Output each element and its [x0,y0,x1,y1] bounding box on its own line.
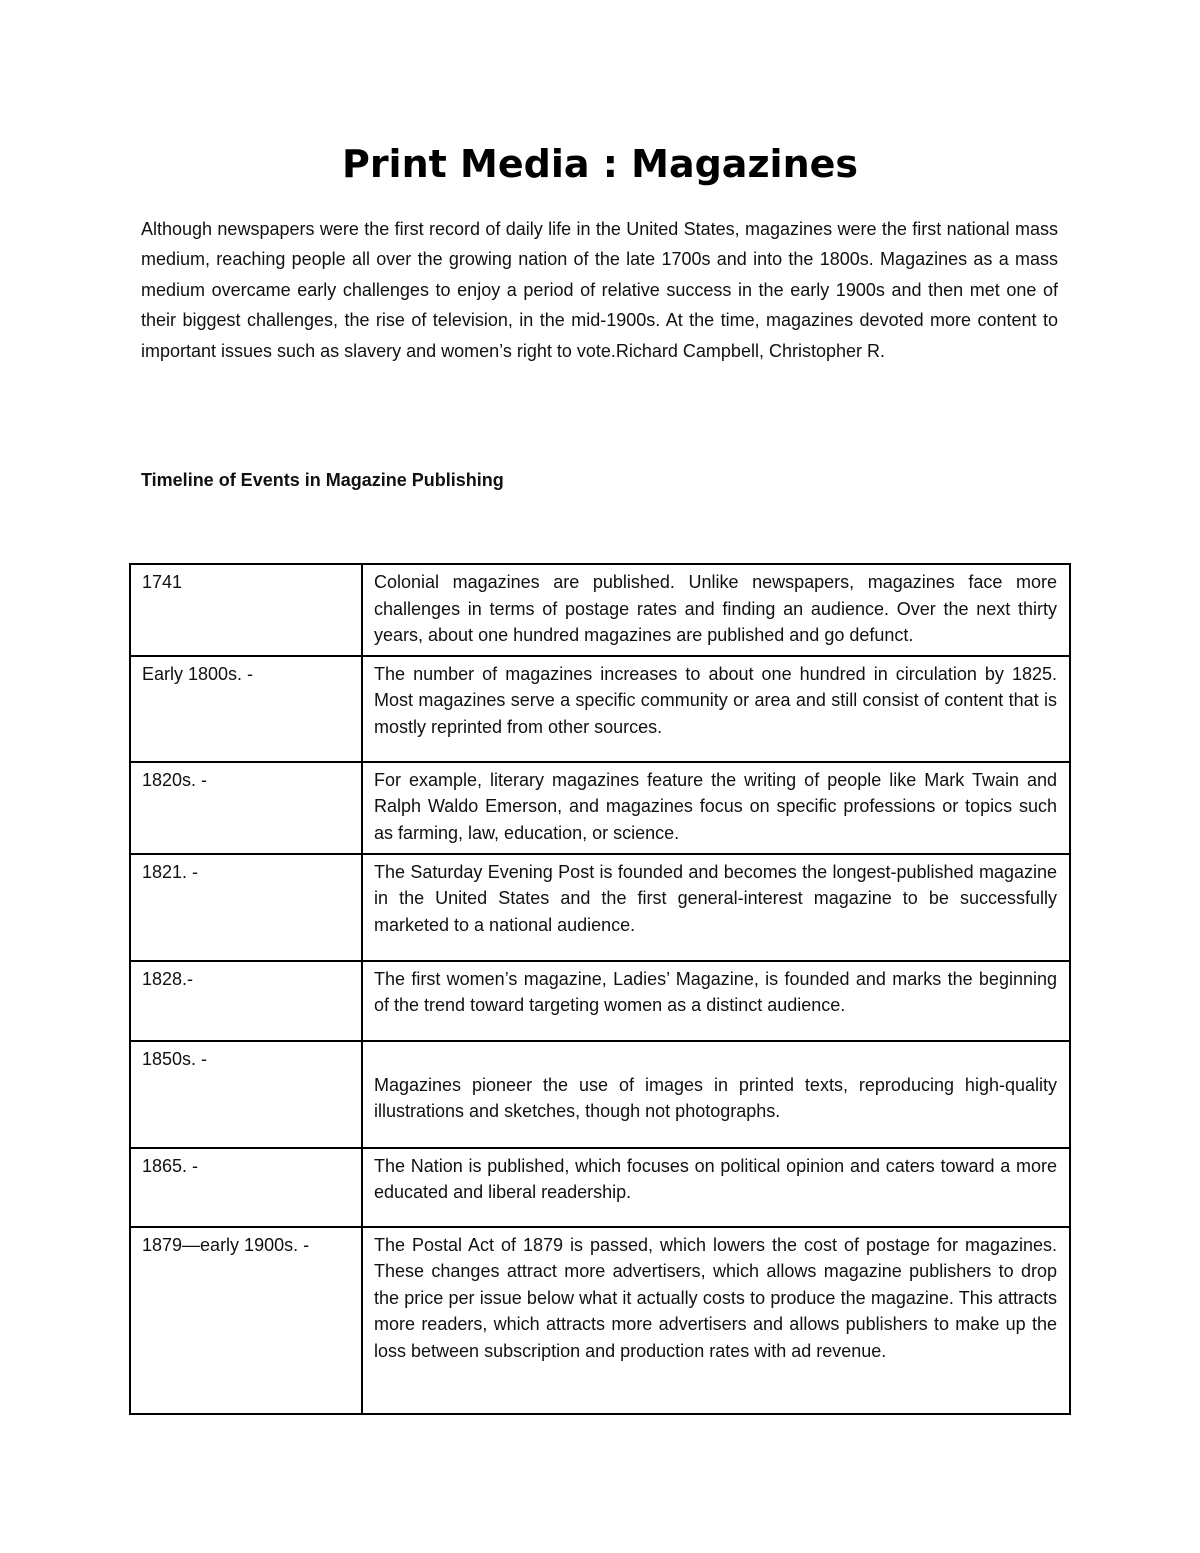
event-cell: For example, literary magazines feature the writing of people like Mark Twain and Ralph Waldo Emerson, and magazines focus on specific professions or topics such as farming, law, education, or science. [362,762,1070,854]
year-cell: 1850s. - [130,1041,362,1148]
year-cell: 1879—early 1900s. - [130,1227,362,1414]
timeline-heading: Timeline of Events in Magazine Publishing [141,470,504,490]
table-row [130,854,1070,961]
year-cell: Early 1800s. - [130,656,362,762]
table-row [130,1148,1070,1227]
table-row [130,762,1070,854]
year-cell: 1821. - [130,854,362,961]
table-row [130,1227,1070,1414]
event-cell: The number of magazines increases to about one hundred in circulation by 1825. Most magazines serve a specific community or area and still consist of content that is mostly reprinted from other sources. [362,656,1070,762]
event-cell: The Saturday Evening Post is founded and becomes the longest-published magazine in the United States and the first general-interest magazine to be successfully marketed to a national audience. [362,854,1070,961]
event-cell: The Nation is published, which focuses on political opinion and caters toward a more educated and liberal readership. [362,1148,1070,1227]
year-cell: 1865. - [130,1148,362,1227]
table-row [130,564,1070,656]
table-row [130,656,1070,762]
page-title: Print Media : Magazines [341,142,859,186]
intro-paragraph: Although newspapers were the first record of daily life in the United States, magazines were the first national mass medium, reaching people all over the growing nation of the late 1700s and into the 1800s. Magazines as a mass medium overcame early challenges to enjoy a period of relative success in the early 1900s and then met one of their biggest challenges, the rise of television, in the mid-1900s. At the time, magazines devoted more content to important issues such as slavery and women’s right to vote.Richard Campbell, Christopher R. [141,219,1058,361]
event-cell: Colonial magazines are published. Unlike newspapers, magazines face more challenges in terms of postage rates and finding an audience. Over the next thirty years, about one hundred magazines are published and go defunct. [362,564,1070,656]
timeline-table [129,563,1071,1415]
event-cell: Magazines pioneer the use of images in printed texts, reproducing high-quality illustrations and sketches, though not photographs. [362,1041,1070,1148]
year-cell: 1828.- [130,961,362,1041]
table-row [130,1041,1070,1148]
table-row [130,961,1070,1041]
event-cell: The first women’s magazine, Ladies’ Magazine, is founded and marks the beginning of the trend toward targeting women as a distinct audience. [362,961,1070,1041]
event-cell: The Postal Act of 1879 is passed, which lowers the cost of postage for magazines. These changes attract more advertisers, which allows magazine publishers to drop the price per issue below what it actually costs to produce the magazine. This attracts more readers, which attracts more advertisers and allows publishers to make up the loss between subscription and production rates with ad revenue. [362,1227,1070,1414]
year-cell: 1820s. - [130,762,362,854]
year-cell: 1741 [130,564,362,656]
